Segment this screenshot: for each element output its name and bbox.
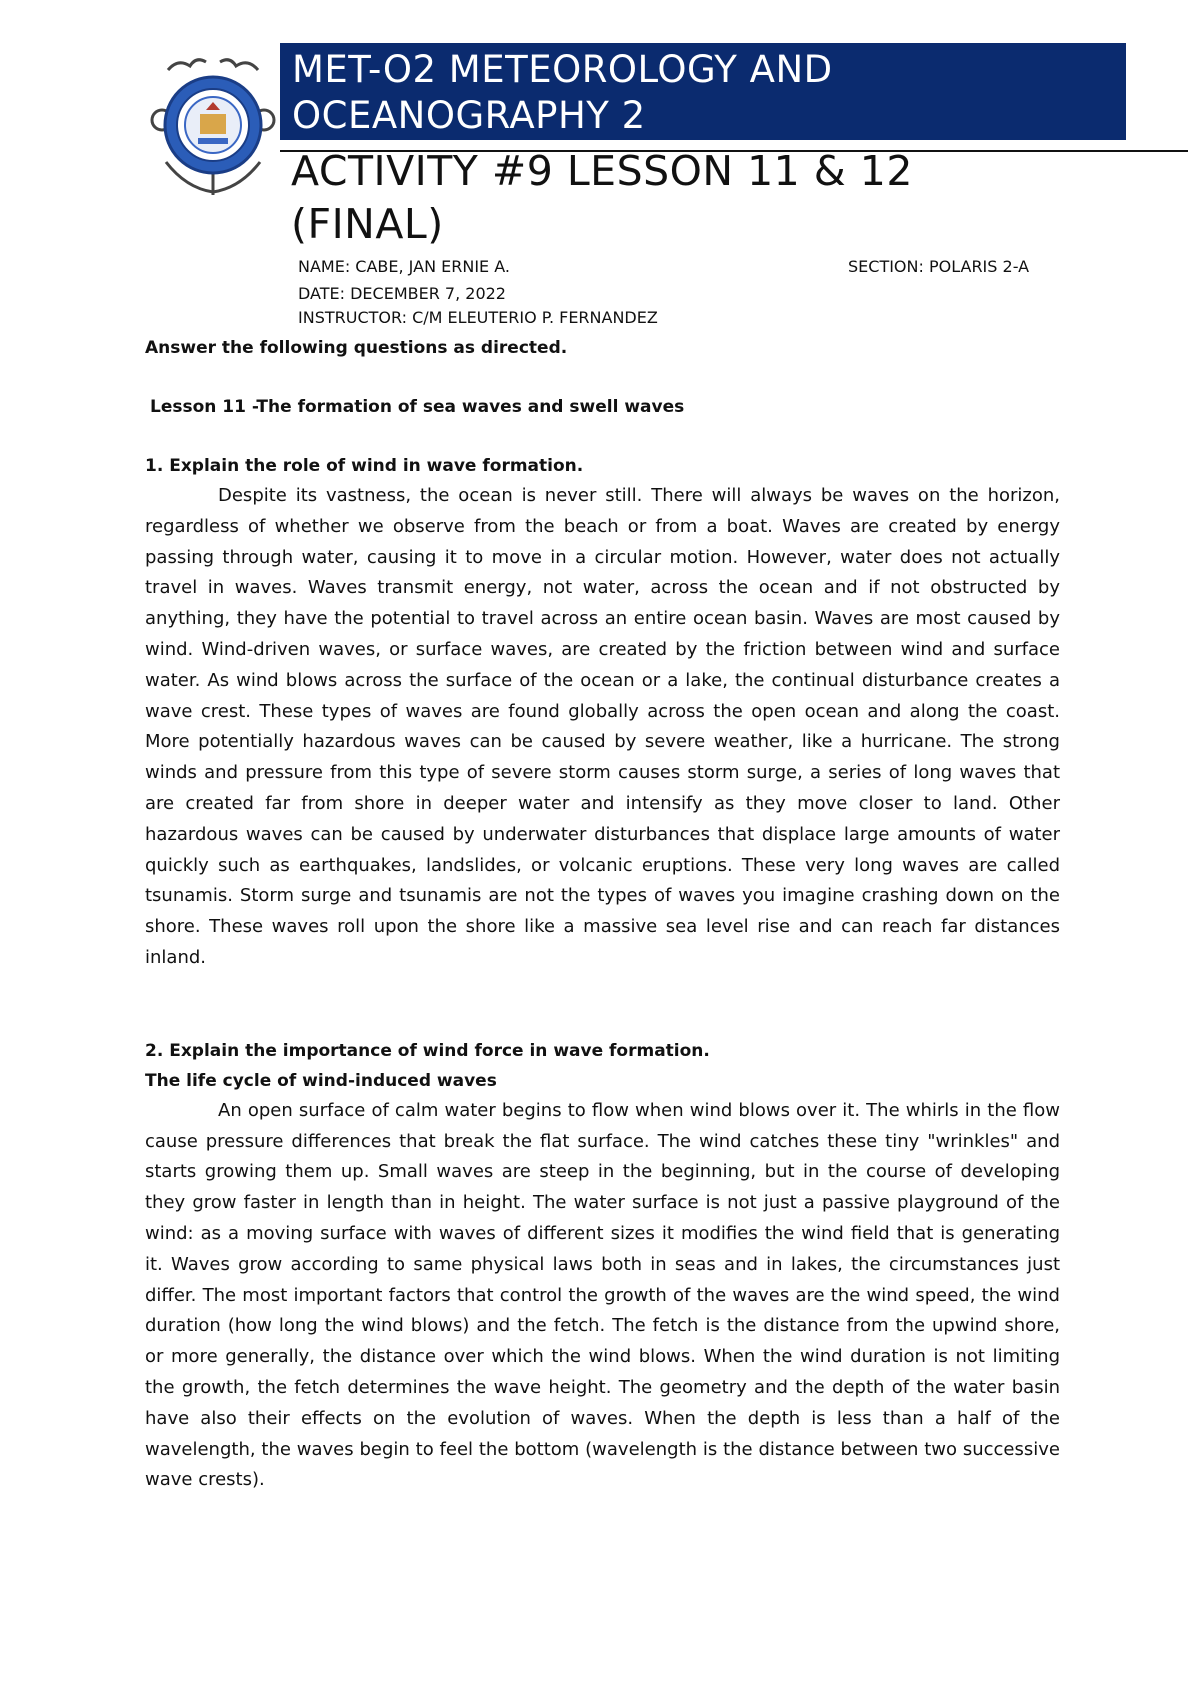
school-seal-logo xyxy=(148,50,278,200)
activity-title: ACTIVITY #9 LESSON 11 & 12 (FINAL) xyxy=(291,147,913,248)
student-name: NAME: CABE, JAN ERNIE A. xyxy=(298,257,510,276)
question-2-subheading: The life cycle of wind-induced waves xyxy=(145,1070,497,1091)
instructor-name: INSTRUCTOR: C/M ELEUTERIO P. FERNANDEZ xyxy=(298,308,658,327)
question-2: 2. Explain the importance of wind force in wave formation. xyxy=(145,1040,710,1061)
directions: Answer the following questions as directed. xyxy=(145,338,568,358)
document-body xyxy=(145,333,1060,1496)
question-1: 1. Explain the role of wind in wave formation. xyxy=(145,456,584,476)
course-title-banner xyxy=(280,43,1126,140)
lesson-heading: Lesson 11 -The formation of sea waves and swell waves xyxy=(150,397,685,417)
activity-date: DATE: DECEMBER 7, 2022 xyxy=(298,284,506,303)
answer-2: An open surface of calm water begins to flow when wind blows over it. The whirls in the flow cause pressure differences that break the flat surface. The wind catches these tiny "wrinkles" and starts growing them up. Small waves are steep in the beginning, but in the course of developing they grow faster in length than in height. The water surface is not just a passive playground of the wind: as a moving surface with waves of different sizes it modifies the wind field that is generating it. Waves grow according to same physical laws both in seas and in lakes, the circumstances just differ. The most important factors that control the growth of the waves are the wind speed, the wind duration (how long the wind blows) and the fetch. The fetch is the distance from the upwind shore, or more generally, the distance over which the wind blows. When the wind duration is not limiting the growth, the fetch determines the wave height. The geometry and the depth of the water basin have also their effects on the evolution of waves. When the depth is less than a half of the wavelength, the waves begin to feel the bottom (wavelength is the distance between two successive wave crests). xyxy=(145,1099,1060,1491)
course-title: MET-O2 METEOROLOGY AND OCEANOGRAPHY 2 xyxy=(292,48,833,137)
answer-1: Despite its vastness, the ocean is never still. There will always be waves on the horizon, regardless of whether we observe from the beach or from a boat. Waves are created by energy passing through water, causing it to move in a circular motion. However, water does not actually travel in waves. Waves transmit energy, not water, across the ocean and if not obstructed by anything, they have the potential to travel across an entire ocean basin. Waves are most caused by wind. Wind-driven waves, or surface waves, are created by the friction between wind and surface water. As wind blows across the surface of the ocean or a lake, the continual disturbance creates a wave crest. These types of waves are found globally across the open ocean and along the coast. More potentially hazardous waves can be caused by severe weather, like a hurricane. The strong winds and pressure from this type of severe storm causes storm surge, a series of long waves that are created far from shore in deeper water and intensify as they move closer to land. Other hazardous waves can be caused by underwater disturbances that displace large amounts of water quickly such as earthquakes, landslides, or volcanic eruptions. These very long waves are called tsunamis. Storm surge and tsunamis are not the types of waves you imagine crashing down on the shore. These waves roll upon the shore like a massive sea level rise and can reach far distances inland. xyxy=(145,485,1060,968)
student-section: SECTION: POLARIS 2-A xyxy=(848,257,1030,276)
